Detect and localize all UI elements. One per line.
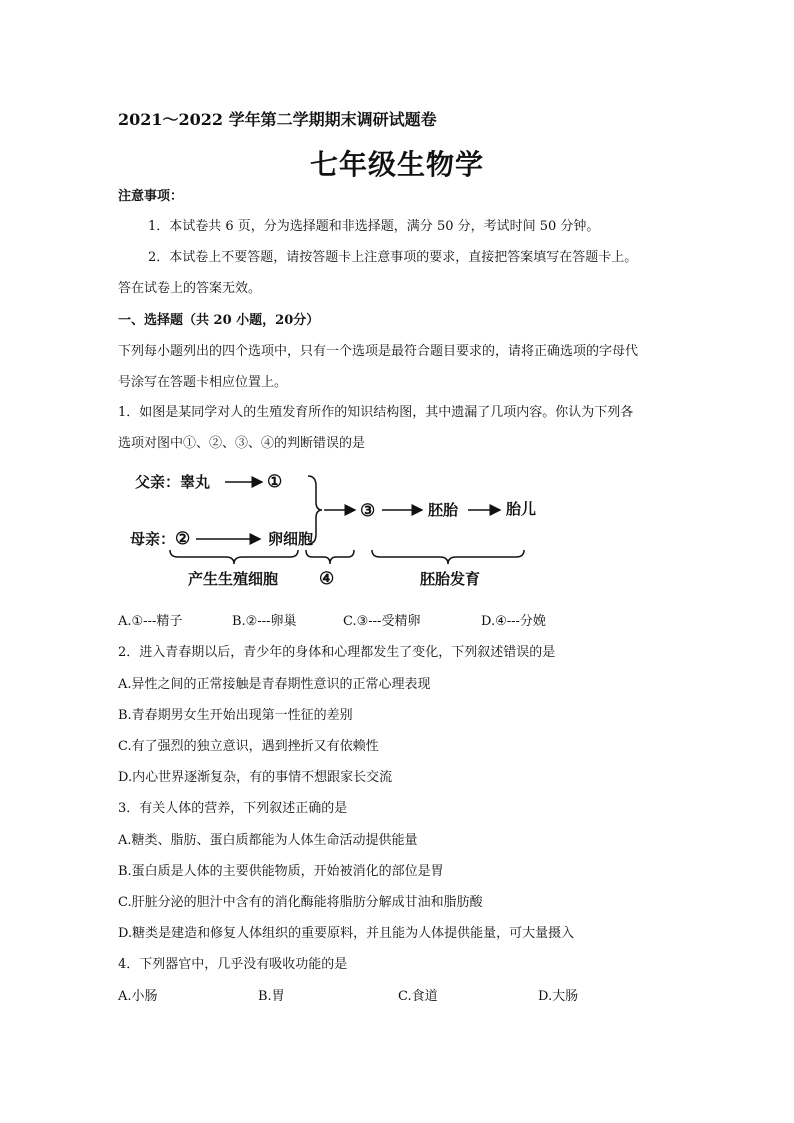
- diagram-mother-label: 母亲：: [130, 530, 176, 548]
- gamete-brace: [170, 550, 298, 564]
- development-brace: [372, 550, 524, 564]
- exam-title: 七年级生物学: [309, 148, 484, 181]
- q3-option-b: B.蛋白质是人体的主要供能物质，开始被消化的部位是胃: [118, 864, 444, 879]
- q1-option-a: A.①---精子: [118, 614, 183, 629]
- q3-option-c: C.肝脏分泌的胆汁中含有的消化酶能将脂肪分解成甘油和脂肪酸: [118, 895, 483, 910]
- q2-stem: 2．进入青春期以后，青少年的身体和心理都发生了变化，下列叙述错误的是: [118, 645, 556, 660]
- diagram-node-3: ③: [360, 501, 376, 521]
- diagram-development-label: 胚胎发育: [420, 570, 481, 588]
- q1-option-d: D.④---分娩: [481, 614, 546, 629]
- notice-item-1: 1．本试卷共 6 页，分为选择题和非选择题，满分 50 分，考试时间 50 分钟。: [148, 219, 600, 234]
- q1-option-b: B.②---卵巢: [232, 614, 297, 629]
- diagram-embryo-label: 胚胎: [428, 501, 459, 519]
- q1-stem-line2: 选项对图中①、②、③、④的判断错误的是: [118, 436, 366, 451]
- q2-option-d: D.内心世界逐渐复杂，有的事情不想跟家长交流: [118, 770, 393, 785]
- diagram-node-2: ②: [175, 529, 191, 549]
- q2-option-a: A.异性之间的正常接触是青春期性意识的正常心理表现: [118, 677, 431, 692]
- diagram-fetus-label: 胎儿: [506, 500, 537, 518]
- section1-heading: 一、选择题（共 20 小题，20分）: [118, 313, 320, 328]
- q1-stem-line1: 1．如图是某同学对人的生殖发育所作的知识结构图，其中遗漏了几项内容。你认为下列各: [118, 405, 634, 420]
- section1-intro-line1: 下列每小题列出的四个选项中，只有一个选项是最符合题目要求的，请将正确选项的字母代: [118, 344, 639, 359]
- exam-year-heading: 2021～2022 学年第二学期期末调研试题卷: [118, 110, 437, 129]
- diagram-node-4: ④: [319, 569, 335, 589]
- q4-stem: 4．下列器官中，几乎没有吸收功能的是: [118, 957, 348, 972]
- q4-option-c: C.食道: [398, 989, 438, 1004]
- q4-option-d: D.大肠: [538, 989, 579, 1004]
- diagram-egg-label: 卵细胞: [268, 530, 314, 548]
- notice-heading: 注意事项：: [118, 189, 184, 204]
- q4-option-a: A.小肠: [118, 989, 158, 1004]
- diagram-father-label: 父亲：睾丸: [135, 473, 211, 491]
- q4-option-b: B.胃: [258, 989, 285, 1004]
- diagram-gamete-label: 产生生殖细胞: [188, 570, 279, 588]
- q2-option-b: B.青春期男女生开始出现第一性征的差别: [118, 708, 353, 723]
- diagram-node-1: ①: [267, 472, 283, 492]
- q3-stem: 3．有关人体的营养，下列叙述正确的是: [118, 801, 348, 816]
- node4-brace: [306, 550, 354, 564]
- reproduction-diagram: [130, 462, 550, 597]
- q3-option-a: A.糖类、脂肪、蛋白质都能为人体生命活动提供能量: [118, 833, 418, 848]
- notice-item-2-line1: 2．本试卷上不要答题，请按答题卡上注意事项的要求，直接把答案填写在答题卡上。: [148, 250, 638, 265]
- q2-option-c: C.有了强烈的独立意识，遇到挫折又有依赖性: [118, 739, 379, 754]
- q1-option-c: C.③---受精卵: [343, 614, 421, 629]
- notice-item-2-line2: 答在试卷上的答案无效。: [118, 281, 262, 296]
- q3-option-d: D.糖类是建造和修复人体组织的重要原料，并且能为人体提供能量，可大量摄入: [118, 926, 575, 941]
- section1-intro-line2: 号涂写在答题卡相应位置上。: [118, 375, 288, 390]
